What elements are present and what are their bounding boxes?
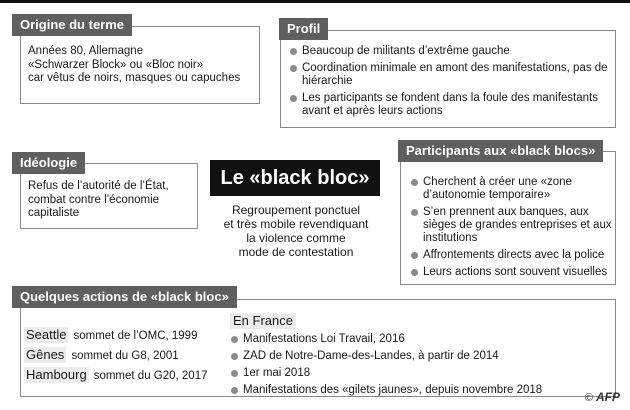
subtitle-line: Regroupement ponctuel	[231, 203, 361, 217]
ideologie-line: combat contre l’économie	[28, 193, 160, 206]
france-title: En France	[230, 313, 296, 329]
bullet-icon	[290, 65, 297, 72]
action-row-genes	[24, 347, 179, 363]
bullet-icon	[231, 336, 238, 343]
bullet-icon	[231, 353, 238, 360]
origin-line: car vêtus de noirs, masques ou capuches	[28, 72, 241, 84]
city-name: Hambourg	[26, 367, 87, 382]
action-row-hambourg	[24, 367, 208, 383]
origin-line: Années 80, Allemagne	[28, 45, 144, 57]
bullet-icon	[231, 370, 238, 377]
list-item: Beaucoup de militants d’extrême gauche	[289, 45, 609, 58]
actions-title: Quelques actions de «black bloc»	[12, 286, 237, 308]
main-subtitle	[200, 203, 392, 259]
afp-logo: AFP	[596, 390, 620, 404]
subtitle-line: la violence comme	[246, 231, 346, 245]
action-row-seattle	[24, 327, 197, 343]
bullet-icon	[411, 179, 418, 186]
subtitle-line: mode de contestation	[238, 245, 354, 259]
list-item: S’en prennent aux banques, aux sièges de grandes entreprises et aux institutions	[410, 206, 612, 245]
copyright-symbol: ©	[584, 392, 593, 404]
list-item: ZAD de Notre-Dame-des-Landes, à partir de 2014	[230, 350, 542, 363]
top-rule	[0, 0, 630, 3]
city-name: Seattle	[26, 327, 67, 342]
city-event: sommet du G8, 2001	[71, 350, 179, 362]
bullet-icon	[231, 387, 238, 394]
france-list	[230, 333, 542, 401]
profil-title: Profil	[279, 18, 328, 40]
main-title: Le «black bloc»	[210, 160, 380, 196]
ideologie-line: capitaliste	[28, 207, 80, 219]
origin-title: Origine du terme	[12, 14, 132, 36]
participants-list	[410, 176, 612, 283]
profil-list	[289, 45, 609, 122]
bullet-icon	[290, 95, 297, 102]
origin-text	[28, 45, 260, 86]
bullet-icon	[411, 252, 418, 259]
list-item: Cherchent à créer une «zone d’autonomie temporaire»	[410, 176, 612, 202]
participants-title: Participants aux «black blocs»	[398, 140, 603, 162]
list-item: Manifestations des «gilets jaunes», depuis novembre 2018	[230, 384, 542, 397]
subtitle-line: et très mobile revendiquant	[223, 217, 369, 231]
list-item: Affrontements directs avec la police	[410, 249, 612, 262]
list-item: Coordination minimale en amont des manifestations, pas de hiérarchie	[289, 62, 609, 88]
list-item: Les participants se fondent dans la foule des manifestants avant et après leurs actions	[289, 92, 609, 118]
city-name: Gênes	[26, 347, 65, 362]
list-item: Leurs actions sont souvent visuelles	[410, 266, 612, 279]
city-event: sommet de l’OMC, 1999	[73, 330, 198, 342]
list-item: Manifestations Loi Travail, 2016	[230, 333, 542, 346]
credit	[585, 390, 620, 404]
list-item: 1er mai 2018	[230, 367, 542, 380]
city-event: sommet du G20, 2017	[93, 370, 208, 382]
bullet-icon	[290, 48, 297, 55]
bullet-icon	[411, 269, 418, 276]
bullet-icon	[411, 209, 418, 216]
origin-line: «Schwarzer Block» ou «Bloc noir»	[28, 58, 204, 71]
ideologie-line: Refus de l’autorité de l’État,	[28, 180, 169, 192]
ideologie-title: Idéologie	[12, 152, 85, 174]
ideologie-text	[28, 180, 196, 221]
